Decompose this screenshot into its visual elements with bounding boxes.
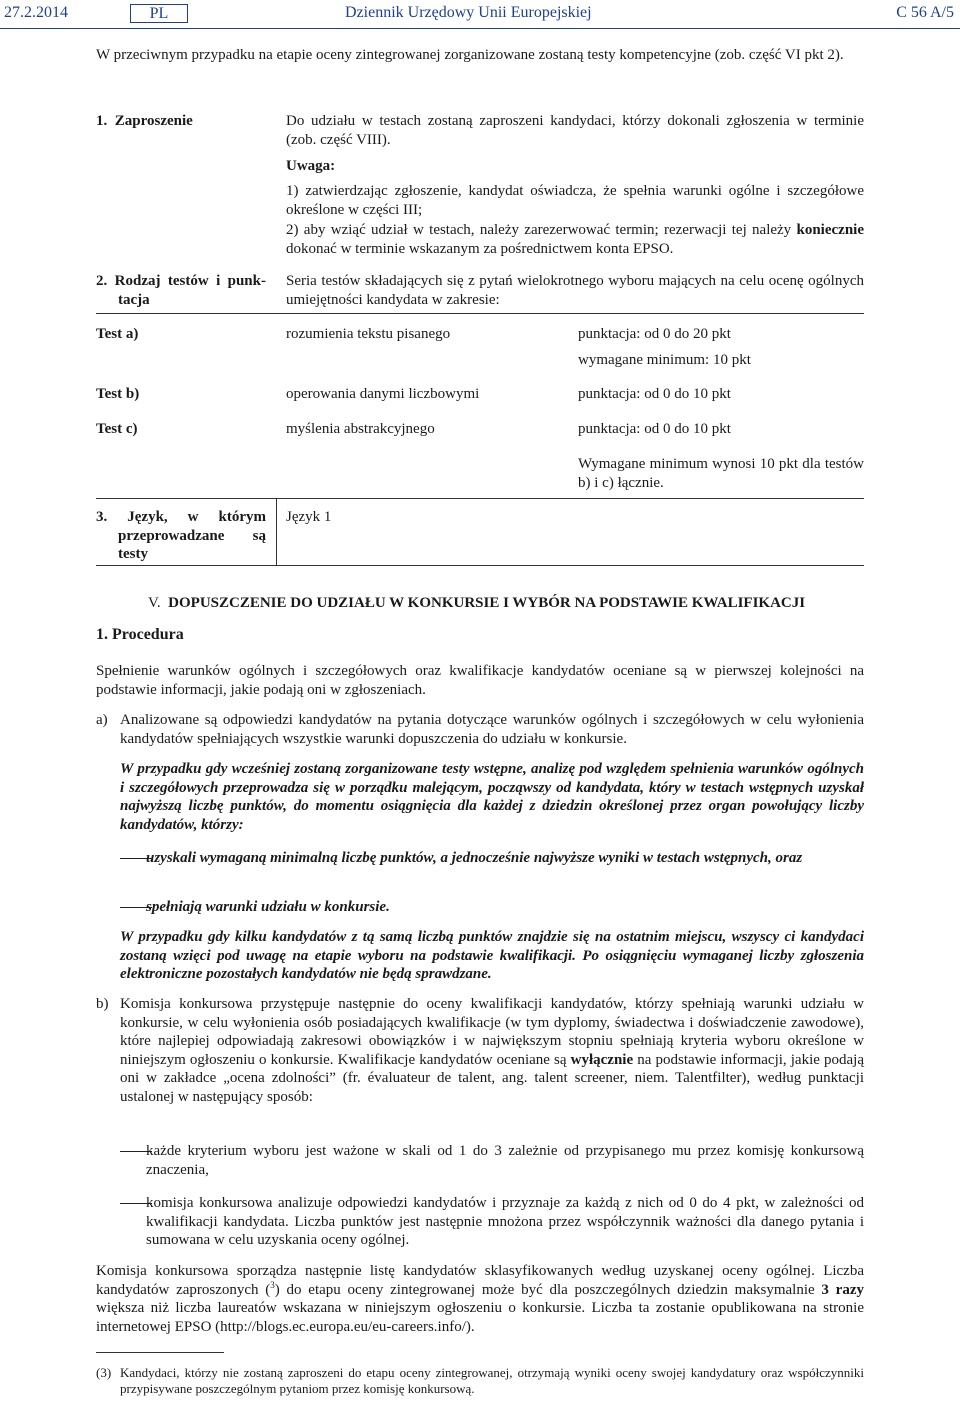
item-b-emphasis: wyłącznie	[570, 1051, 634, 1068]
section1-number: 1.	[96, 113, 108, 129]
test-b-subject: operowania danymi liczbowymi	[286, 386, 480, 402]
section2-text: Seria testów składających się z pytań wielokrotnego wyboru mających na celu ocenę ogólnych umiejętności kandydata w zakresie:	[286, 273, 864, 308]
section1-title: Zaproszenie	[114, 113, 193, 129]
footnote-reference[interactable]: 3	[270, 1279, 275, 1290]
final-text-mid: ) do etapu oceny zintegrowanej może być dla poszczególnych dziedzin maksymalnie	[274, 1281, 815, 1298]
section3-line2: przeprowadzane są	[118, 527, 266, 544]
test-a-name: Test a)	[96, 326, 139, 342]
section1-note-label: Uwaga:	[286, 158, 336, 174]
paragraph-1: Spełnienie warunków ogólnych i szczegółowych oraz kwalifikacje kandydatów oceniane są w pierwszej kolejności na podstawie informacji, jakie podają oni w zgłoszeniach.	[96, 663, 864, 698]
part5-heading	[148, 594, 864, 613]
footnote-rule	[96, 1352, 224, 1353]
tests-total-note: Wymagane minimum wynosi 10 pkt dla testów b) i c) łącznie.	[578, 456, 864, 491]
test-c-name: Test c)	[96, 421, 138, 437]
final-text-start: Komisja konkursowa sporządza następnie listę kandydatów sklasyfikowanych według uzyskanej oceny ogólnej. Liczba kandydatów zaproszonych (	[96, 1263, 864, 1298]
header-date: 27.2.2014	[4, 4, 68, 21]
item-a-italic-paragraph-2: W przypadku gdy kilku kandydatów z tą samą liczbą punktów znajdzie się na ostatnim miejscu, wszyscy ci kandydaci zostaną wzięci pod uwagę na etapie wyboru na podstawie kwalifikacji. Po osiągnięciu wymaganej liczby zgłoszenia elektroniczne pozostałych kandydatów nie będą sprawdzane.	[120, 929, 864, 982]
header-page-number: C 56 A/5	[896, 4, 954, 21]
section3-divider	[276, 498, 277, 565]
header-rule	[0, 28, 960, 29]
item-a-dash-1: uzyskali wymaganą minimalną liczbę punktów, a jednocześnie najwyższe wyniki w testach wstępnych, oraz	[146, 850, 803, 866]
item-b-text-start: Komisja konkursowa przystępuje następnie do oceny kwalifikacji kandydatów, którzy spełniają warunki udziału w konkursie, w celu wyłonienia osób posiadających kwalifikacje (w tym dyplomy, świadectwa i doświadczenie zawodowe), które najlepiej odpowiadają zakresowi obowiązków i w największym stopniu spełniają kryteria wyboru określone w niniejszym ogłoszeniu o konkursie. Kwalifikacje kandydatów oceniane są	[120, 996, 864, 1068]
section3-value: Język 1	[286, 509, 332, 525]
item-a-italic-paragraph-1: W przypadku gdy wcześniej zostaną zorganizowane testy wstępne, analizę pod względem spełnienia warunków ogólnych i szczegółowych przeprowadza się w porządku malejącym, począwszy od kandydata, który w testach wstępnych uzyskał najwyższą liczbę punktów, do momentu osiągnięcia dla każdej z dziedzin określonej przez organ powołujący liczby kandydatów, którzy:	[120, 761, 864, 833]
note-1-text: 1) zatwierdzając zgłoszenie, kandydat oświadcza, że spełnia warunki ogólne i szczegółowe określone w części III;	[286, 183, 864, 218]
test-a-score: punktacja: od 0 do 20 pkt	[578, 326, 731, 342]
item-a-text: Analizowane są odpowiedzi kandydatów na pytania dotyczące warunków ogólnych i szczegółowych w celu wyłonienia kandydatów spełniających wszystkie warunki dopuszczenia do udziału w konkursie.	[120, 712, 864, 747]
final-emphasis: 3 razy	[821, 1281, 864, 1298]
section1-note-1	[286, 182, 864, 219]
test-c-subject: myślenia abstrakcyjnego	[286, 421, 435, 437]
note-2-emphasis: koniecznie	[796, 222, 864, 238]
test-b-name: Test b)	[96, 386, 140, 402]
section1-note-2	[286, 221, 864, 258]
header-journal-title: Dziennik Urzędowy Unii Europejskiej	[345, 4, 592, 21]
section2-label	[96, 272, 266, 309]
test-c-score: punktacja: od 0 do 10 pkt	[578, 421, 731, 437]
item-a-label: a)	[96, 712, 108, 728]
note-2-text-start: 2) aby wziąć udział w testach, należy zarezerwować termin; rezerwacji tej należy	[286, 222, 792, 238]
final-text-end: większa niż liczba laureatów wskazana w niniejszym ogłoszeniu o konkursie. Liczba ta zostanie opublikowana na stronie internetowej EPSO (http://blogs.ec.europa.eu/eu-careers.info/).	[96, 1300, 864, 1335]
footnote-number: (3)	[96, 1365, 112, 1380]
test-b-score: punktacja: od 0 do 10 pkt	[578, 386, 731, 402]
final-paragraph	[96, 1262, 864, 1336]
note-2-text-end: dokonać w terminie wskazanym za pośrednictwem konta EPSO.	[286, 240, 674, 257]
item-b-dash-2: komisja konkursowa analizuje odpowiedzi kandydatów i przyznaje za każdą z nich od 0 do 4 pkt, w zależności od kwalifikacji kandydata. Liczba punktów jest następnie mnożona przez współczynnik ważności dla danego pytania i sumowana w celu uzyskania oceny ogólnej.	[146, 1195, 864, 1248]
item-b-text	[120, 995, 864, 1106]
test-a-subject: rozumienia tekstu pisanego	[286, 326, 451, 342]
footnote-text: Kandydaci, którzy nie zostaną zaproszeni do etapu oceny zintegrowanej, otrzymają wyniki oceny swojej kandydatury oraz współczynniki przypisywane poszczególnym pytaniom przez komisję konkursową.	[120, 1365, 864, 1396]
section3-line3: testy	[118, 546, 148, 562]
section1-label	[96, 112, 266, 131]
item-b-text-end: na podstawie informacji, jakie podają oni w zakładce „ocena zdolności” (fr. évaluateur de talent, ang. talent screener, niem. Talentfilter), według punktacji ustalonej w następujący sposób:	[120, 1051, 864, 1105]
page-header	[0, 4, 960, 26]
section2-title-line1: Rodzaj testów i punk-	[114, 273, 266, 289]
intro-paragraph: W przeciwnym przypadku na etapie oceny zintegrowanej zorganizowane zostaną testy kompetencyjne (zob. część VI pkt 2).	[96, 47, 844, 63]
part5-title: DOPUSZCZENIE DO UDZIAŁU W KONKURSIE I WYBÓR NA PODSTAWIE KWALIFIKACJI	[168, 595, 806, 611]
item-b-label: b)	[96, 996, 109, 1012]
test-a-minimum: wymagane minimum: 10 pkt	[578, 352, 751, 368]
section1-text: Do udziału w testach zostaną zaproszeni kandydaci, którzy dokonali zgłoszenia w terminie (zob. część VIII).	[286, 113, 864, 148]
part5-number: V.	[148, 595, 161, 611]
section2-title-line2: tacja	[118, 291, 150, 308]
section3-box	[96, 498, 864, 566]
item-b-dash-1: każde kryterium wyboru jest ważone w skali od 1 do 3 zależnie od przypisanego mu przez komisję konkursową znaczenia,	[146, 1143, 864, 1178]
section2-number: 2.	[96, 273, 108, 289]
header-language-box: PL	[130, 4, 188, 23]
procedure-heading: 1. Procedura	[96, 626, 184, 643]
item-a-dash-2: spełniają warunki udziału w konkursie.	[146, 899, 390, 915]
section3-line1: 3. Język, w którym	[96, 509, 266, 525]
